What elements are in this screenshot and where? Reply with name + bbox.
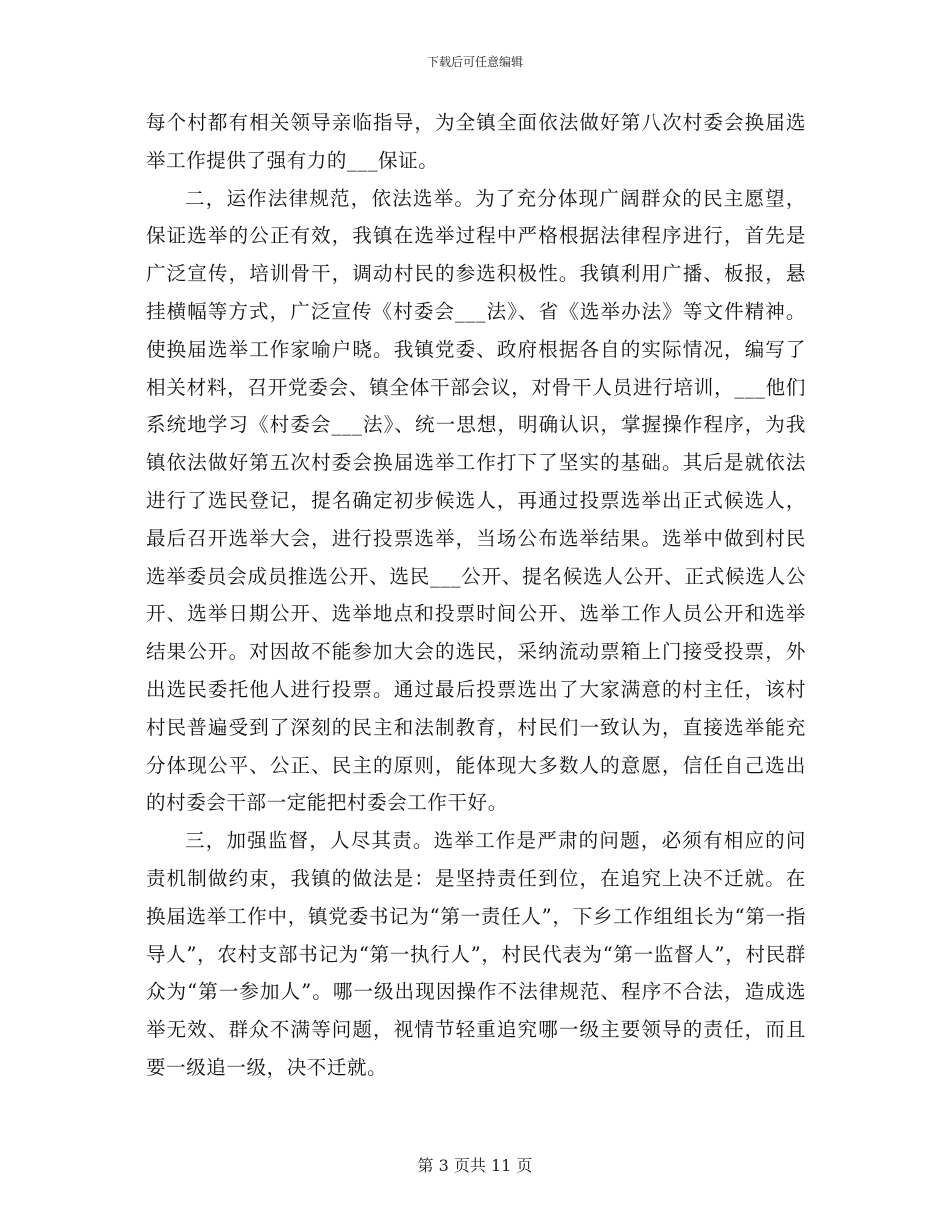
- page-header: [0, 54, 950, 70]
- page-footer: [0, 1156, 950, 1176]
- paragraph-section-two: 二，运作法律规范，依法选举。为了充分体现广阔群众的民主愿望，保证选举的公正有效，我镇在选举过程中严格根据法律程序进行，首先是广泛宣传，培训骨干，调动村民的参选积极性。我镇利用广播、板报，悬挂横幅等方式，广泛宣传《村委会___法》、省《选举办法》等文件精神。使换届选举工作家喻户晓。我镇党委、政府根据各自的实际情况，编写了相关材料，召开党委会、镇全体干部会议，对骨干人员进行培训，___他们系统地学习《村委会___法》、统一思想，明确认识，掌握操作程序，为我镇依法做好第五次村委会换届选举工作打下了坚实的基础。其后是就依法进行了选民登记，提名确定初步候选人，再通过投票选举出正式候选人，最后召开选举大会，进行投票选举，当场公布选举结果。选举中做到村民选举委员会成员推选公开、选民___公开、提名候选人公开、正式候选人公开、选举日期公开、选举地点和投票时间公开、选举工作人员公开和选举结果公开。对因故不能参加大会的选民，采纳流动票箱上门接受投票，外出选民委托他人进行投票。通过最后投票选出了大家满意的村主任，该村村民普遍受到了深刻的民主和法制教育，村民们一致认为，直接选举能充分体现公平、公正、民主的原则，能体现大多数人的意愿，信任自己选出的村委会干部一定能把村委会工作干好。: [146, 186, 806, 815]
- header-note: 下载后可任意编辑: [426, 55, 523, 69]
- document-body: [146, 104, 806, 1087]
- page-number: 第 3 页共 11 页: [417, 1156, 533, 1175]
- paragraph-continuation: 每个村都有相关领导亲临指导，为全镇全面依法做好第八次村委会换届选举工作提供了强有力的___保证。: [146, 111, 806, 172]
- paragraph-section-three: 三，加强监督，人尽其责。选举工作是严肃的问题，必须有相应的问责机制做约束，我镇的做法是：是坚持责任到位，在追究上决不迁就。在换届选举工作中，镇党委书记为“第一责任人”，下乡工作组组长为“第一指导人”，农村支部书记为“第一执行人”，村民代表为“第一监督人”，村民群众为“第一参加人”。哪一级出现因操作不法律规范、程序不合法，造成选举无效、群众不满等问题，视情节轻重追究哪一级主要领导的责任，而且要一级追一级，决不迁就。: [146, 829, 806, 1079]
